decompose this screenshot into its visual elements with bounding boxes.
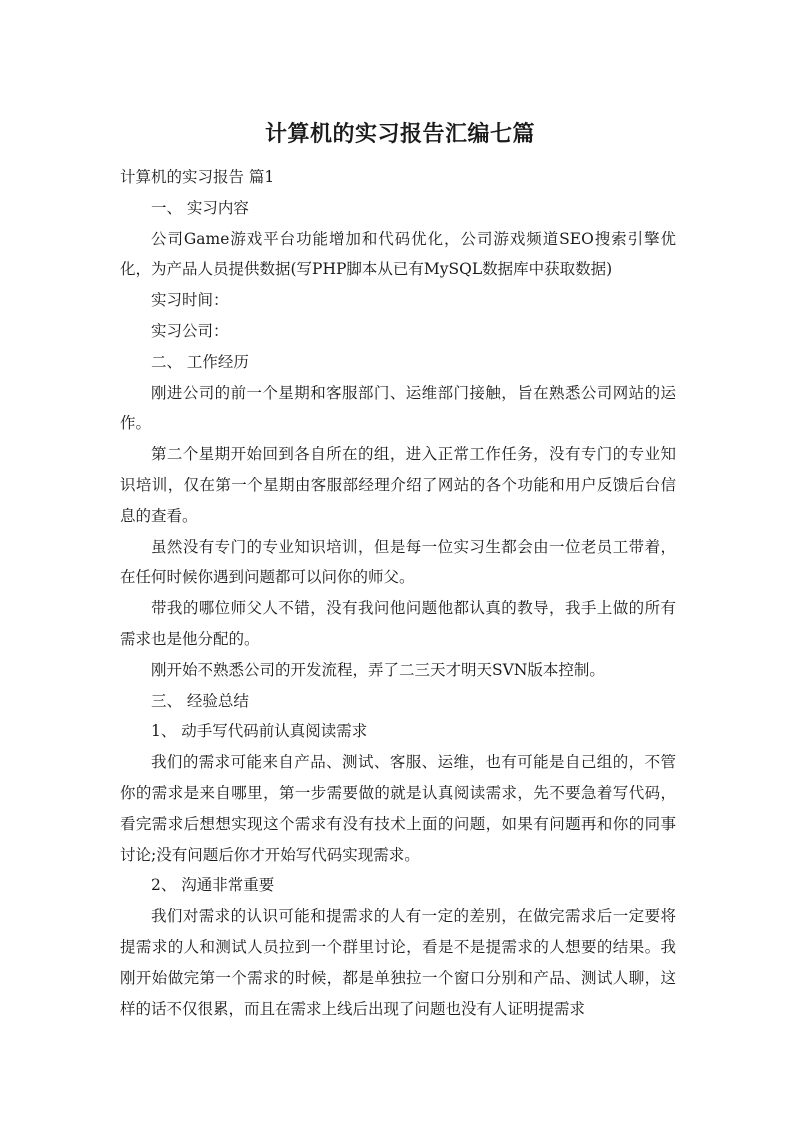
paragraph: 公司Game游戏平台功能增加和代码优化，公司游戏频道SEO搜索引擎优化，为产品人员提供数据(写PHP脚本从已有MySQL数据库中获取数据) xyxy=(120,229,676,279)
paragraph: 虽然没有专门的专业知识培训，但是每一位实习生都会由一位老员工带着，在任何时候你遇到问题都可以问你的师父。 xyxy=(120,537,676,587)
document-body xyxy=(120,162,676,1024)
subsection-heading-1: 1、 动手写代码前认真阅读需求 xyxy=(151,722,368,741)
paragraph: 带我的哪位师父人不错，没有我问他问题他都认真的教导，我手上做的所有需求也是他分配的。 xyxy=(120,599,676,648)
section-heading-3: 三、 经验总结 xyxy=(151,691,249,710)
subsection-heading-2: 2、 沟通非常重要 xyxy=(151,876,275,895)
paragraph: 刚开始不熟悉公司的开发流程，弄了二三天才明天SVN版本控制。 xyxy=(151,660,605,679)
paragraph: 我们对需求的认识可能和提需求的人有一定的差别，在做完需求后一定要将提需求的人和测试人员拉到一个群里讨论，看是不是提需求的人想要的结果。我刚开始做完第一个需求的时候，都是单独拉一个窗口分别和产品、测试人聊，这样的话不仅很累，而且在需求上线后出现了问题也没有人证明提需求 xyxy=(120,907,676,1018)
paragraph: 我们的需求可能来自产品、测试、客服、运维，也有可能是自己组的，不管你的需求是来自哪里，第一步需要做的就是认真阅读需求，先不要急着写代码，看完需求后想想实现这个需求有没有技术上面的问题，如果有问题再和你的同事讨论;没有问题后你才开始写代码实现需求。 xyxy=(120,753,676,864)
paragraph: 第二个星期开始回到各自所在的组，进入正常工作任务，没有专门的专业知识培训，仅在第一个星期由客服部经理介绍了网站的各个功能和用户反馈后台信息的查看。 xyxy=(120,445,676,525)
section-heading-2: 二、 工作经历 xyxy=(151,352,249,371)
internship-time-label: 实习时间： xyxy=(151,291,229,310)
internship-company-label: 实习公司： xyxy=(151,321,229,340)
report-heading: 计算机的实习报告 篇1 xyxy=(120,168,275,186)
document-title: 计算机的实习报告汇编七篇 xyxy=(264,122,535,147)
paragraph: 刚进公司的前一个星期和客服部门、运维部门接触，旨在熟悉公司网站的运作。 xyxy=(120,383,676,433)
section-heading-1: 一、 实习内容 xyxy=(151,198,249,217)
